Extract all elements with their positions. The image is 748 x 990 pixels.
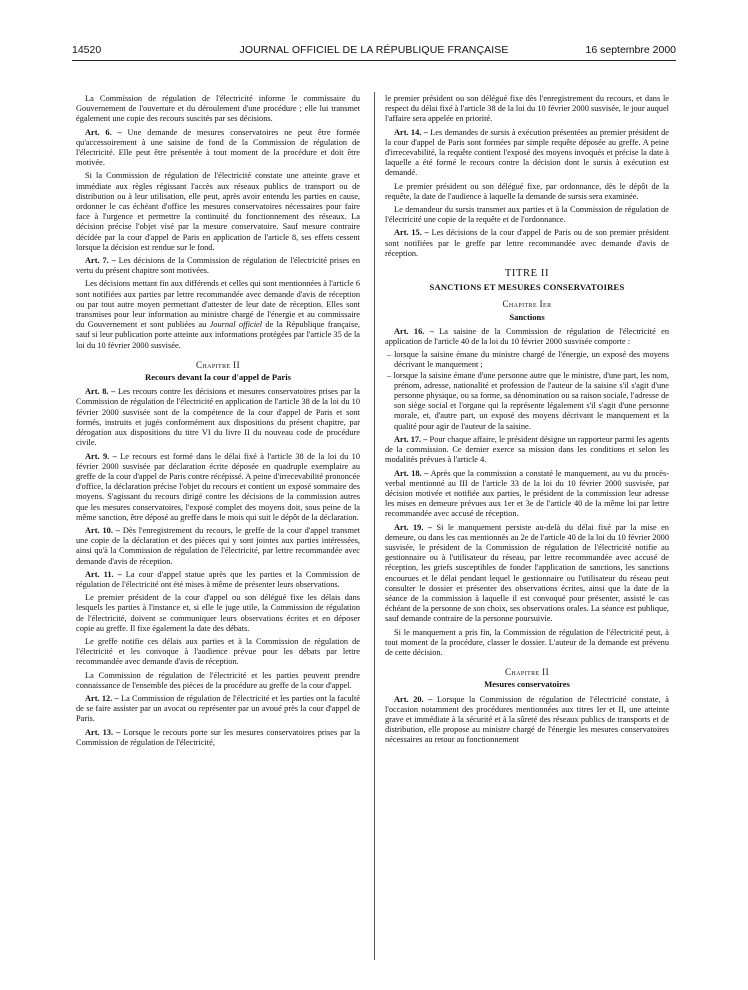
page-number: 14520 [72, 44, 102, 56]
article-8 [76, 387, 360, 448]
article-label: Art. 20. – [394, 694, 433, 704]
article-label: Art. 11. – [85, 569, 122, 579]
article-15 [385, 228, 669, 259]
article-text: Lorsque le recours porte sur les mesures conservatoires prises par la Commission de régulation de l'électricité, [76, 727, 360, 747]
article-19 [385, 523, 669, 625]
article-label: Art. 7. – [85, 256, 116, 266]
article-12 [76, 694, 360, 725]
article-6 [76, 128, 360, 169]
title-name: SANCTIONS ET MESURES CONSERVATOIRES [429, 282, 625, 293]
column-divider [374, 92, 375, 960]
list-item: – lorsque la saisine émane d'une personne autre que le ministre, d'une part, les nom, prénom, adresse, nationalité et profession de l'auteur de la saisine s'il s'agit d'une personne physique, ou sa forme, sa dénomination ou sa raison sociale, l'adresse de son siège social et l'organe qui la représente légalement s'il s'agit d'une personne morale, et, d'autre part, un exposé des moyens décrivant le manquement et la qualité pour agir de l'auteur de la saisine. [387, 370, 669, 431]
article-text: Après que la commission a constaté le manquement, au vu du procès-verbal mentionné au III de l'article 33 de la loi du 10 février 2000 susvisée, par décision motivée et notifiée aux parties, le président de la commission leur adresse les mises en demeure prévues aux 1er et 3e de l'article 40 de la même loi par lettre recommandée avec accusé de réception. [385, 468, 669, 519]
right-column [385, 94, 669, 749]
article-label: Art. 12. – [85, 693, 119, 703]
article-label: Art. 16. – [394, 326, 434, 336]
article-18 [385, 469, 669, 520]
chapter-title: Recours devant la cour d'appel de Paris [145, 372, 291, 383]
paragraph [76, 279, 360, 350]
article-14 [385, 128, 669, 179]
article-text: Si le manquement persiste au-delà du délai fixé par la mise en demeure, ou dans les cas mentionnés au 2e de l'article 40 de la loi du 10 février 2000 susvisée, le président de la Commission de régulation de l'électricité notifie au gestionnaire ou à l'utilisateur du réseau, par lettre recommandée avec accusé de réception, les griefs susceptibles de fonder l'application de sanctions, les sanctions encourues et le délai pendant lequel le gestionnaire ou l'utilisateur du réseau peut consulter le dossier et présenter des observations écrites, ainsi que la date de la séance de la commission à laquelle il est convoqué pour présenter, assisté le cas échéant de la personne de son choix, ses observations orales. La séance est publique, sauf demande contraire de la personne poursuivie. [385, 522, 669, 624]
paragraph: Le premier président ou son délégué fixe, par ordonnance, dès le dépôt de la requête, la date de l'audience à laquelle la demande de sursis sera examinée. [385, 181, 669, 201]
article-label: Art. 15. – [394, 228, 429, 238]
article-11 [76, 570, 360, 590]
text-segment: Les décisions mettant fin aux différends et celles qui sont mentionnées à l'article 6 sont notifiées aux parties par lettre recommandée avec demande d'avis de réception ou par tout autre moyen permettant d'attester de leur date de réception. Elles sont transmises pour leur information au ministre chargé de l'énergie et au commissaire du Gouvernement et sont publiées au [76, 279, 360, 330]
chapter-title: Sanctions [509, 311, 545, 322]
article-text: La saisine de la Commission de régulation de l'électricité en application de l'article 40 de la loi du 10 février 2000 susvisée comporte : [385, 326, 669, 347]
article-text: Une demande de mesures conservatoires ne peut être formée qu'accessoirement à une saisine de fond de la Commission de régulation de l'électricité. Elle peut être présentée à tout moment de la procédure et doit être motivée. [76, 127, 360, 168]
journal-officiel-italic: Journal officiel [209, 320, 263, 330]
article-label: Art. 13. – [85, 727, 121, 737]
article-text: Les décisions de la cour d'appel de Paris ou de son premier président sont notifiées par le greffe par lettre recommandée avec demande d'avis de réception. [385, 228, 669, 258]
article-16-list [385, 350, 669, 432]
article-label: Art. 6. – [85, 127, 122, 137]
article-text: Dès l'enregistrement du recours, le greffe de la cour d'appel transmet une copie de la déclaration et des pièces qui y sont jointes aux parties intéressées, ainsi qu'à la Commission de régulation de l'électricité, par lettre recommandée avec demande d'avis de réception. [76, 525, 360, 566]
chapter-heading: Chapitre Ier [502, 299, 552, 310]
article-text: Lorsque la Commission de régulation de l'électricité constate, à l'occasion notamment des procédures mentionnées aux titres Ier et II, une atteinte grave et immédiate à la sécurité et à la sûreté des réseaux publics de transports et de distribution, elle propose au ministre chargé de l'énergie les mesures conservatoires nécessaires au retour au fonctionnement [385, 694, 669, 745]
paragraph: Le premier président de la cour d'appel ou son délégué fixe les délais dans lesquels les parties à l'instance et, si elle le juge utile, la Commission de régulation de l'électricité, doivent se communiquer leurs observations écrites et en déposer copie au greffe. Il fixe également la date des débats. [76, 593, 360, 633]
article-label: Art. 8. – [85, 387, 116, 397]
article-17 [385, 435, 669, 466]
chapter-title: Mesures conservatoires [484, 679, 570, 690]
article-text: Le recours est formé dans le délai fixé à l'article 38 de la loi du 10 février 2000 susvisée par déclaration écrite déposée en quadruple exemplaire au greffe de la cour d'appel de Paris contre récépissé. A peine d'irrecevabilité prononcée d'office, la déclaration précise l'objet du recours et contient un exposé sommaire des moyens. S'agissant du recours dirigé contre les décisions de la commission autres que les mesures conservatoires, l'exposé complet des moyens doit, sous peine de la même sanction, être déposé au greffe dans le mois qui suit le dépôt de la déclaration. [76, 451, 360, 522]
article-text: Pour chaque affaire, le président désigne un rapporteur parmi les agents de la commission. Ce dernier exerce sa mission dans les conditions et selon les modalités prévues à l'article 4. [385, 434, 670, 465]
left-column [76, 94, 360, 751]
title-heading: TITRE II [504, 268, 550, 280]
article-text: Les demandes de sursis à exécution présentées au premier président de la cour d'appel de Paris sont formées par simple requête déposée au greffe. A peine d'irrecevabilité, la requête contient l'exposé des moyens invoqués et précise la date à laquelle a été formé le recours contre la décision dont le sursis à exécution est demandé. [385, 127, 670, 178]
list-item: – lorsque la saisine émane du ministre chargé de l'énergie, un exposé des moyens décrivant le manquement ; [387, 350, 669, 370]
paragraph: Le greffe notifie ces délais aux parties et à la Commission de régulation de l'électricité et les convoque à l'audience prévue pour les débats par lettre recommandée avec demande d'avis de réception. [76, 636, 360, 667]
header-rule [72, 60, 676, 61]
chapter-heading: Chapitre II [505, 667, 549, 678]
paragraph: Si le manquement a pris fin, la Commission de régulation de l'électricité peut, à tout moment de la procédure, classer le dossier. L'auteur de la demande est prévenu de cette décision. [385, 627, 669, 657]
paragraph: La Commission de régulation de l'électricité informe le commissaire du Gouvernement de l'ouverture et du déroulement d'une procédure ; elle lui transmet également une copie des recours suscités par ses décisions. [76, 94, 360, 124]
article-13 [76, 728, 360, 748]
article-label: Art. 9. – [85, 451, 117, 461]
paragraph: La Commission de régulation de l'électricité et les parties peuvent prendre connaissance de l'ensemble des pièces de la procédure au greffe de la cour d'appel. [76, 670, 360, 690]
article-label: Art. 14. – [394, 127, 428, 137]
text-segment: de la République française, sauf si leur publication porte atteinte aux informations protégées par l'article 35 de la loi du 10 février 2000 susvisée. [76, 320, 360, 350]
page-header [72, 44, 676, 60]
article-label: Art. 10. – [85, 525, 120, 535]
article-20 [385, 695, 669, 746]
article-text: Les recours contre les décisions et mesures conservatoires prises par la Commission de régulation de l'électricité en application de l'article 38 de la loi du 10 février 2000 susvisée sont de la compétence de la cour d'appel de Paris et sont formés, instruits et jugés conformément aux dispositions du présent chapitre, par dérogation aux dispositions du titre VI du livre II du nouveau code de procédure civile. [76, 387, 360, 448]
article-text: La cour d'appel statue après que les parties et la Commission de régulation de l'électricité ont été mises à même de présenter leurs observations. [76, 569, 361, 589]
journal-title: JOURNAL OFFICIEL DE LA RÉPUBLIQUE FRANÇAISE [239, 44, 509, 56]
article-16 [385, 327, 669, 347]
paragraph: Le demandeur du sursis transmet aux parties et à la Commission de régulation de l'électricité une copie de la requête et de l'ordonnance. [385, 205, 669, 225]
publication-date: 16 septembre 2000 [585, 44, 676, 56]
article-label: Art. 17. – [394, 434, 428, 444]
article-9 [76, 452, 360, 523]
article-text: La Commission de régulation de l'électricité et les parties ont la faculté de se faire assister par un avocat ou représenter par un avoué près la cour d'appel de Paris. [76, 693, 360, 724]
paragraph: le premier président ou son délégué fixe dès l'enregistrement du recours, et dans le respect du délai fixé à l'article 38 de la loi du 10 février 2000 susvisée, le jour auquel l'affaire sera appelée en priorité. [385, 94, 669, 124]
paragraph: Si la Commission de régulation de l'électricité constate une atteinte grave et immédiate aux règles régissant l'accès aux réseaux publics de transport ou de distribution ou à leur utilisation, elle peut, après avoir entendu les parties en cause, ordonner le cas échéant d'office les mesures conservatoires nécessaires pour faire face à l'urgence et permettre la continuité du fonctionnement des réseaux. La décision précise l'objet visé par la mesure conservatoire. Sauf mesure contraire décidée par la cour d'appel de Paris en application de l'article 8, ses effets cessent lorsque la décision est rendue sur le fond. [76, 171, 360, 252]
article-10 [76, 526, 360, 567]
article-text: Les décisions de la Commission de régulation de l'électricité prises en vertu du présent chapitre sont motivées. [76, 256, 360, 276]
article-label: Art. 19. – [394, 522, 433, 532]
article-7 [76, 256, 360, 276]
chapter-heading: Chapitre II [196, 359, 240, 370]
article-label: Art. 18. – [394, 468, 429, 478]
